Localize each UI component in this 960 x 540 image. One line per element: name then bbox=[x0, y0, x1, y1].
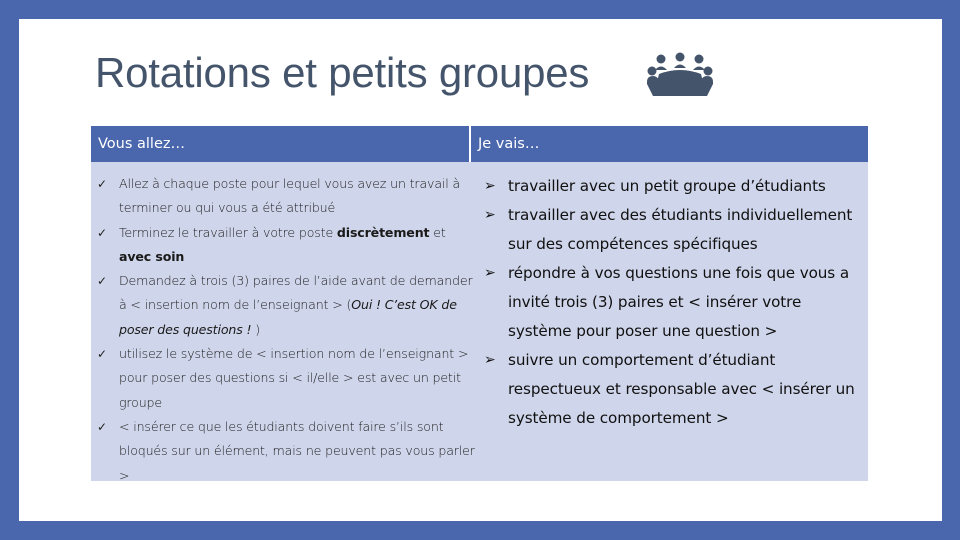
check-icon: ✓ bbox=[97, 419, 107, 434]
list-item: ✓ Allez à chaque poste pour lequel vous avez un travail à terminer ou qui vous a été attribué bbox=[91, 172, 478, 221]
left-column bbox=[91, 162, 478, 481]
check-icon: ✓ bbox=[97, 225, 107, 240]
list-item: ➢ travailler avec des étudiants individuellement sur des compétences spécifiques bbox=[478, 201, 868, 259]
comparison-table bbox=[91, 126, 868, 481]
arrow-bullet-icon: ➢ bbox=[484, 207, 496, 223]
arrow-bullet-icon: ➢ bbox=[484, 265, 496, 281]
list-item: ➢ travailler avec un petit groupe d’étudiants bbox=[478, 172, 868, 201]
header-right: Je vais… bbox=[478, 136, 540, 152]
arrow-bullet-icon: ➢ bbox=[484, 178, 496, 194]
table-header bbox=[91, 126, 868, 162]
list-item: ✓ Demandez à trois (3) paires de l’aide avant de demander à < insertion nom de l’enseignant > (Oui ! C’est OK de poser des questions ! ) bbox=[91, 269, 478, 342]
check-icon: ✓ bbox=[97, 177, 107, 191]
check-icon: ✓ bbox=[97, 274, 107, 289]
header-left: Vous allez… bbox=[91, 126, 471, 162]
slide-title: Rotations et petits groupes bbox=[95, 49, 590, 96]
list-item: ✓ Terminez le travailler à votre poste discrètement et avec soin bbox=[91, 221, 478, 270]
arrow-bullet-icon: ➢ bbox=[484, 352, 496, 368]
list-item: ➢ suivre un comportement d’étudiant respectueux et responsable avec < insérer un système de comportement > bbox=[478, 346, 868, 433]
list-item: ✓ utilisez le système de < insertion nom de l’enseignant > pour poser des questions si < il/elle > est avec un petit groupe bbox=[91, 342, 478, 415]
table-body bbox=[91, 162, 868, 481]
group-meeting-icon bbox=[647, 52, 713, 96]
right-column bbox=[478, 162, 868, 481]
list-item: ➢ répondre à vos questions une fois que vous a invité trois (3) paires et < insérer votre système pour poser une question > bbox=[478, 259, 868, 346]
list-item: ✓ < insérer ce que les étudiants doivent faire s’ils sont bloqués sur un élément, mais ne peuvent pas vous parler > bbox=[91, 415, 478, 488]
slide bbox=[19, 19, 942, 521]
check-icon: ✓ bbox=[97, 347, 107, 362]
